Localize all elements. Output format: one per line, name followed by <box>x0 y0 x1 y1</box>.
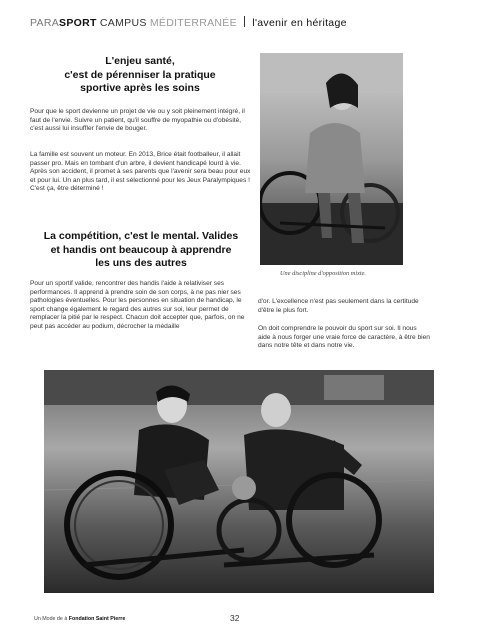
heading-line: La compétition, c'est le mental. Valides <box>43 230 239 242</box>
section1-heading <box>30 55 250 96</box>
heading-line: et handis ont beaucoup à apprendre <box>50 243 232 256</box>
heading-line: sportive après les soins <box>80 82 200 94</box>
section2-heading <box>30 230 252 271</box>
header-divider <box>244 16 245 27</box>
brand-region: MÉDITERRANÉE <box>149 17 237 29</box>
brand-para: PARA <box>30 17 60 29</box>
photo-woman-wheelchair <box>260 53 403 265</box>
brand-campus: CAMPUS <box>99 17 147 29</box>
section1-paragraph-2: La famille est souvent un moteur. En 2013, Brice était footballeur, il allait passer pro. Mais en tombant d'un arbre, il devient handicapé lourd à vie. Après son accident, il promet à ses parents que l'avenir sera beau pour eux et pour lui. Un an plus tard, il est sélectionné pour les Jeux Paralympiques ! C'est ça, être déterminé ! <box>30 151 251 193</box>
photo-illustration <box>260 53 403 265</box>
header-tagline: l'avenir en héritage <box>252 17 347 29</box>
heading-line: les uns des autres <box>95 257 187 269</box>
section1-paragraph-1: Pour que le sport devienne un projet de vie ou y soit pleinement intégré, il faut de l'envie. Suivre un patient, qu'il souffre de myopathie ou d'obésité, c'est aussi lui insuffler l'envie de bouger. <box>30 108 245 133</box>
brand-sport: SPORT <box>59 17 97 29</box>
heading-line: L'enjeu santé, <box>105 55 175 67</box>
heading-line: c'est de pérenniser la pratique <box>64 68 216 81</box>
photo-wheelchair-rugby <box>44 370 434 593</box>
section2-paragraph-right-1: d'or. L'excellence n'est pas seulement dans la certitude d'être le plus fort. <box>258 298 419 314</box>
footer-prefix: Un Mode de à <box>34 616 68 622</box>
photo-caption: Une discipline d'opposition mixte. <box>280 270 366 277</box>
page-header <box>30 16 347 29</box>
page-number: 32 <box>230 613 240 623</box>
footer-credit <box>34 616 125 622</box>
section2-paragraph-left: Pour un sportif valide, rencontrer des handis l'aide à relativiser ses performances. Il apprend à prendre soin de son corps, à ne pas nier ses pathologies éventuelles. Pour les personnes en situation de handicap, le sport change également le regard des autres sur soi, leur permet de remplacer la pitié par le respect. Chacun doit accepter que, parfois, on ne peut pas accéder au podium, décrocher la médaille <box>30 280 245 330</box>
section2-paragraph-right-2: On doit comprendre le pouvoir du sport sur soi. Il nous aide à nous forger une vraie force de caractère, à être bien dans notre tête et dans notre vie. <box>258 325 430 350</box>
rugby-illustration <box>44 370 434 593</box>
footer-foundation: Fondation Saint Pierre <box>68 616 126 622</box>
